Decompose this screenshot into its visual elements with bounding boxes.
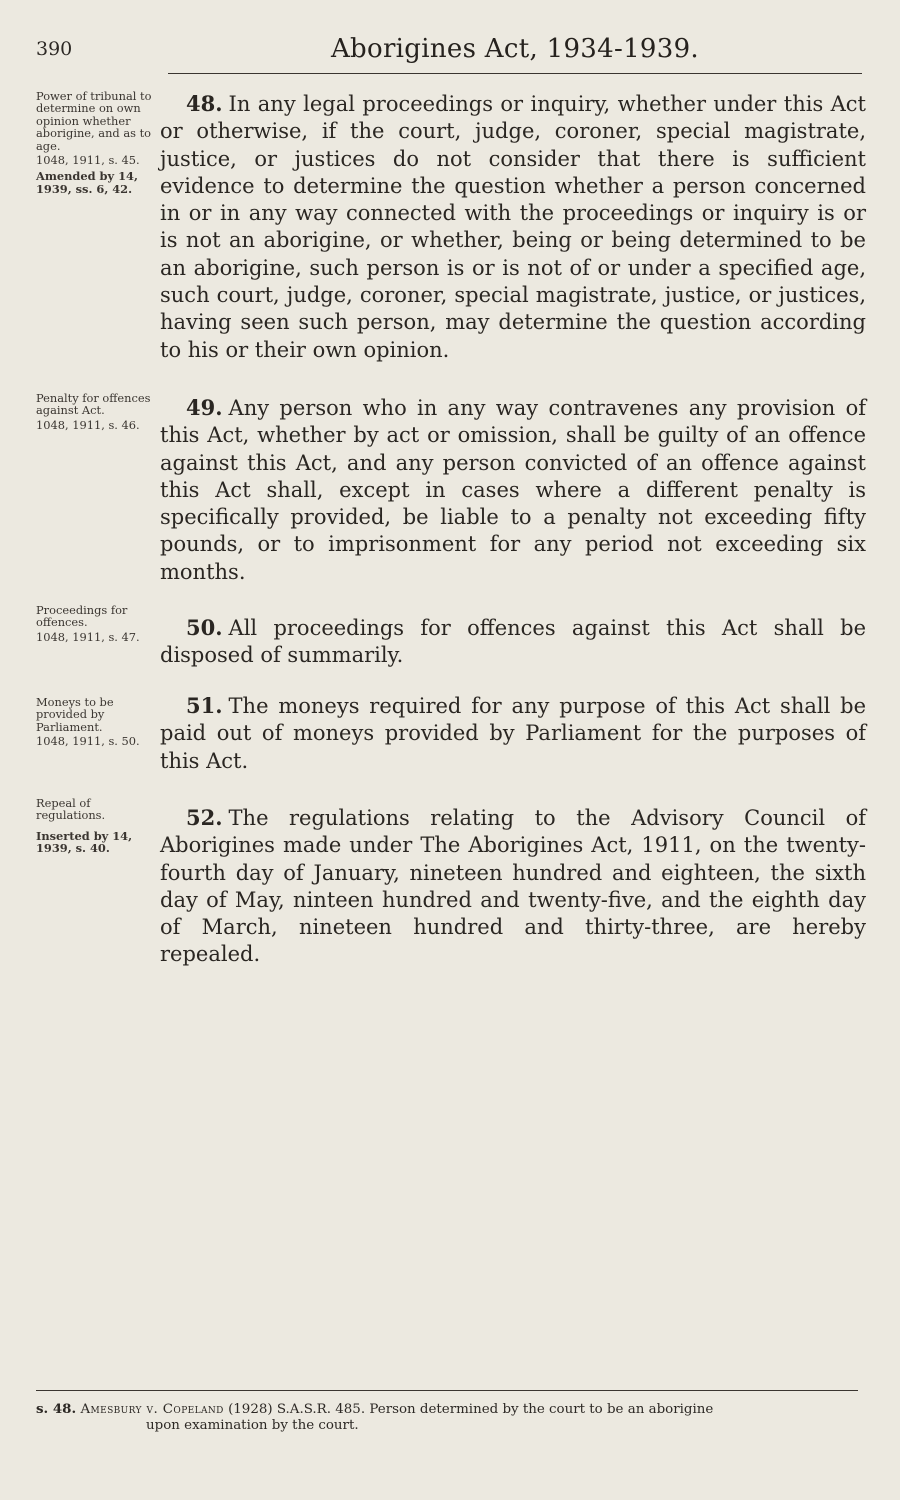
section-49-body (160, 394, 866, 586)
margin-note-amendment: Inserted by 14, 1939, s. 40. (36, 828, 133, 856)
footnote-note-line1: Person determined by the court to be an aborigine (369, 1402, 714, 1417)
margin-note-title: Repeal of regulations. (36, 796, 106, 823)
footnote (36, 1402, 860, 1433)
footnote-citation: (1928) S.A.S.R. 485. (228, 1402, 366, 1417)
running-title: Aborigines Act, 1934-1939. (330, 34, 700, 64)
margin-note-49 (36, 392, 154, 431)
margin-note-50 (36, 604, 154, 643)
section-text: The regulations relating to the Advisory Council of Aborigines made under The Aborigines Act, 1911, on the twenty-fourth day of January, nineteen hundred and eighteen, the sixth day of May, ninteen hundred and twenty-five, and the eighth day of March, nineteen hundred and thirty-three, are hereby repealed. (160, 806, 866, 967)
page-number: 390 (36, 38, 73, 60)
margin-note-48 (36, 90, 154, 195)
section-text: The moneys required for any purpose of this Act shall be paid out of moneys provided by Parliament for the purposes of this Act. (160, 694, 866, 773)
section-number: 49. (186, 395, 223, 420)
margin-note-source: 1048, 1911, s. 46. (36, 417, 140, 432)
section-50-body (160, 614, 866, 670)
footnote-ref: s. 48. (36, 1401, 77, 1417)
section-text: In any legal proceedings or inquiry, whether under this Act or otherwise, if the court, judge, coroner, special magistrate, justice, or justices do not consider that there is sufficient evidence to determine the question whether a person concerned in or in any way connected with the proceedings or inquiry is or is not an aborigine, or whether, being or being determined to be an aborigine, such person is or is not of or under a specified age, such court, judge, coroner, special magistrate, justice, or justices, having seen such person, may determine the question according to his or their own opinion. (160, 92, 866, 362)
margin-note-title: Penalty for offences against Act. (36, 391, 151, 418)
section-number: 52. (186, 805, 223, 830)
section-text: All proceedings for offences against this Act shall be disposed of summarily. (160, 616, 866, 668)
footnote-rule (36, 1390, 858, 1391)
section-text: Any person who in any way contravenes any provision of this Act, whether by act or omission, shall be guilty of an offence against this Act, and any person convicted of an offence against this Act shall, except in cases where a different penalty is specifically provided, be liable to a penalty not exceeding fifty pounds, or to imprisonment for any period not exceeding six months. (160, 396, 866, 584)
section-number: 51. (186, 693, 223, 718)
margin-note-52 (36, 797, 154, 855)
section-48-body (160, 90, 866, 364)
header-rule (168, 73, 862, 74)
section-number: 50. (186, 615, 223, 640)
margin-note-title: Power of tribunal to determine on own opinion whether aborigine, and as to age. (36, 89, 152, 153)
margin-note-51 (36, 696, 154, 748)
margin-note-title: Moneys to be provided by Parliament. (36, 695, 114, 734)
margin-note-title: Proceedings for offences. (36, 603, 128, 630)
margin-note-source: 1048, 1911, s. 47. (36, 629, 140, 644)
section-51-body (160, 692, 866, 775)
section-number: 48. (186, 91, 223, 116)
footnote-note-line2: upon examination by the court. (146, 1417, 359, 1433)
margin-note-amendment: Amended by 14, 1939, ss. 6, 42. (36, 169, 138, 196)
section-52-body (160, 804, 866, 969)
footnote-case: Amesbury v. Copeland (80, 1402, 224, 1417)
margin-note-source: 1048, 1911, s. 50. (36, 734, 140, 749)
margin-note-source: 1048, 1911, s. 45. (36, 153, 140, 168)
